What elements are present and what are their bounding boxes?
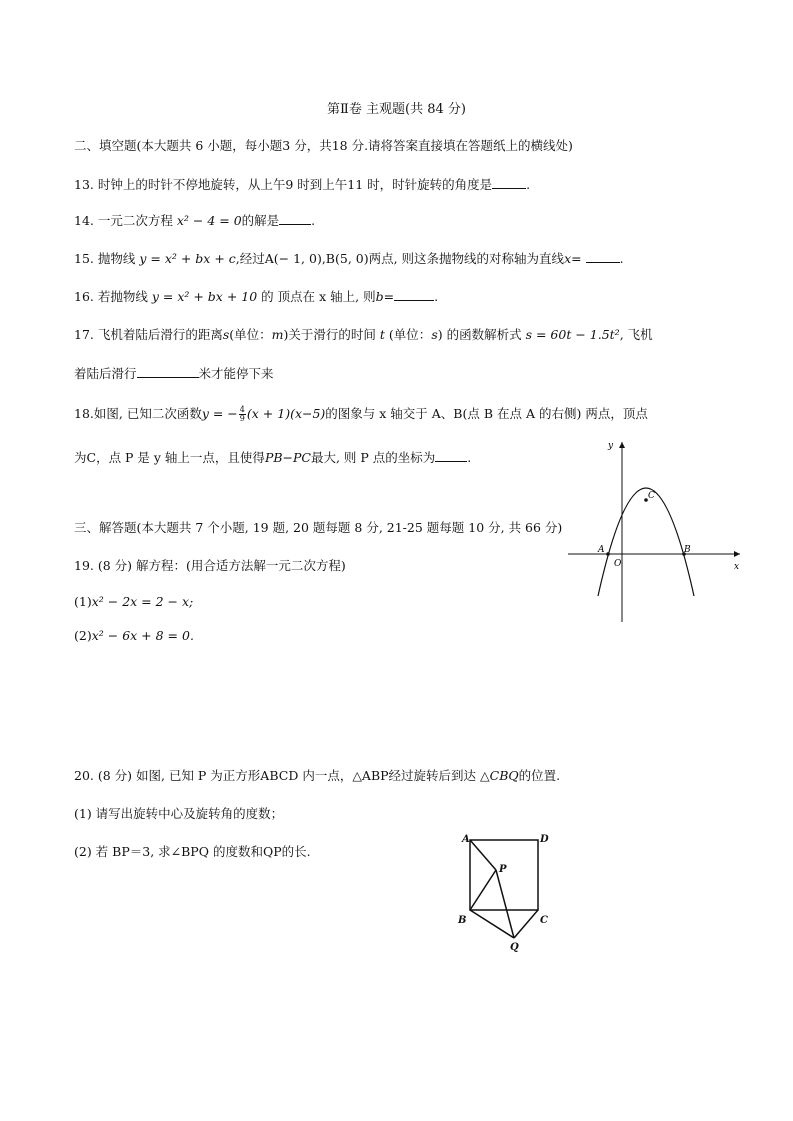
label-d2: D xyxy=(540,834,549,845)
q19-p1-label: (1) xyxy=(74,594,92,609)
label-o: O xyxy=(614,559,622,569)
q18-suffix: 的图象与 x 轴交于 A、B(点 B 在点 A 的右侧) 两点，顶点 xyxy=(325,406,648,421)
q17-var-s: s xyxy=(222,327,230,342)
q15-var: x xyxy=(564,251,572,266)
q16-end: . xyxy=(434,289,439,304)
question-15 xyxy=(74,250,624,267)
q17-mid3: (单位： xyxy=(388,327,432,342)
q18-eq-a: y = − xyxy=(201,406,238,421)
q14-end: . xyxy=(311,213,316,228)
q17-unit-m: m xyxy=(271,327,284,342)
question-20 xyxy=(74,768,560,784)
q18-eq-b: (x + 1)(x−5) xyxy=(246,406,326,421)
question-13 xyxy=(74,176,530,193)
q15-prefix: 15. 抛物线 xyxy=(74,251,136,266)
q15-end: . xyxy=(619,251,624,266)
q15-eqsign: = xyxy=(571,251,582,266)
segment-cq xyxy=(514,910,538,938)
label-q2: Q xyxy=(510,942,519,953)
point-a xyxy=(606,552,610,556)
label-b: B xyxy=(684,545,691,555)
q17-line2-suffix: 米才能停下来 xyxy=(198,366,274,381)
page-title: 第Ⅱ卷 主观题(共 84 分) xyxy=(327,102,466,117)
section-3-heading: 三、解答题(本大题共 7 个小题, 19 题, 20 题每题 8 分, 21-25 题每题 10 分, 共 66 分) xyxy=(74,520,563,535)
q18-fraction xyxy=(239,406,246,423)
question-17-line-2 xyxy=(74,365,274,382)
q17-var-t: t xyxy=(379,327,385,342)
q14-equation: x² − 4 = 0 xyxy=(176,213,242,228)
q15-blank[interactable] xyxy=(586,250,620,263)
q17-end: , 飞机 xyxy=(619,327,653,342)
question-14 xyxy=(74,212,315,229)
question-18-line-2 xyxy=(74,449,471,466)
q18-line2-prefix: 为C，点 P 是 y 轴上一点，且使得 xyxy=(74,450,265,465)
q18-line2-mid: 最大, 则 P 点的坐标为 xyxy=(310,450,436,465)
q16-equation: y = x² + bx + 10 xyxy=(151,289,258,304)
question-19-part-1 xyxy=(74,594,193,610)
label-c2: C xyxy=(540,915,548,926)
q18-prefix: 18.如图, 已知二次函数 xyxy=(74,406,202,421)
q18-blank[interactable] xyxy=(435,449,467,462)
q17-equation: s = 60t − 1.5t² xyxy=(525,327,620,342)
q16-var: b xyxy=(375,289,384,304)
parabola-curve xyxy=(598,488,694,596)
q20-cbq: CBQ xyxy=(489,768,519,783)
label-a: A xyxy=(598,545,605,555)
q17-mid4: ) 的函数解析式 xyxy=(437,327,522,342)
q17-prefix: 17. 飞机着陆后滑行的距离 xyxy=(74,327,223,342)
q17-mid2: )关于滑行的时间 xyxy=(283,327,376,342)
q13-text: 13. 时钟上的时针不停地旋转，从上午9 时到上午11 时，时针旋转的角度是 xyxy=(74,177,493,192)
q20-suffix: 的位置. xyxy=(518,768,561,783)
label-y: y xyxy=(608,441,614,451)
q19-p2-label: (2) xyxy=(74,628,92,643)
q16-blank[interactable] xyxy=(394,288,434,301)
segment-ap xyxy=(470,840,496,870)
question-19: 19. (8 分) 解方程：(用合适方法解一元二次方程) xyxy=(74,558,346,573)
label-x: x xyxy=(734,562,740,572)
q17-mid: (单位： xyxy=(229,327,272,342)
label-p2: P xyxy=(499,864,507,875)
q17-blank[interactable] xyxy=(137,365,199,378)
q16-prefix: 16. 若抛物线 xyxy=(74,289,148,304)
q14-suffix: 的解是 xyxy=(241,213,280,228)
q13-end: . xyxy=(526,177,531,192)
section-2-heading: 二、填空题(本大题共 6 小题，每小题3 分，共18 分.请将答案直接填在答题纸上的横线处) xyxy=(74,138,573,153)
q17-unit-s: s xyxy=(431,327,438,342)
question-19-part-2 xyxy=(74,628,194,644)
parabola-figure xyxy=(560,436,750,628)
q18-frac-den: 9 xyxy=(239,414,245,423)
label-c: C xyxy=(648,491,655,501)
q19-p1-equation: x² − 2x = 2 − x; xyxy=(91,594,194,609)
q18-end: . xyxy=(467,450,472,465)
question-16 xyxy=(74,288,438,305)
q19-p2-equation: x² − 6x + 8 = 0. xyxy=(91,628,194,643)
q18-frac-num: 4 xyxy=(239,405,245,414)
question-17-line-1 xyxy=(74,327,653,343)
label-a2: A xyxy=(462,834,470,845)
q16-mid: 的 顶点在 x 轴上, 则 xyxy=(261,289,376,304)
q20-prefix: 20. (8 分) 如图, 已知 P 为正方形ABCD 内一点，△ABP经过旋转后到达 △ xyxy=(74,768,490,783)
q15-equation: y = x² + bx + c xyxy=(139,251,236,266)
question-20-part-1: (1) 请写出旋转中心及旋转角的度数； xyxy=(74,806,284,821)
label-b2: B xyxy=(458,915,467,926)
q15-mid: ,经过A(− 1, 0),B(5, 0)两点, 则这条抛物线的对称轴为直线 xyxy=(235,251,565,266)
q17-line2-prefix: 着陆后滑行 xyxy=(74,366,137,381)
q13-blank[interactable] xyxy=(492,176,526,189)
q14-prefix: 14. 一元二次方程 xyxy=(74,213,173,228)
q16-eqsign: = xyxy=(383,289,395,304)
question-18-line-1 xyxy=(74,406,648,423)
square-figure xyxy=(452,828,562,958)
q18-expr: PB−PC xyxy=(264,450,311,465)
segment-bp xyxy=(470,870,496,910)
q14-blank[interactable] xyxy=(279,212,311,225)
question-20-part-2: (2) 若 BP＝3, 求∠BPQ 的度数和QP的长. xyxy=(74,844,311,859)
